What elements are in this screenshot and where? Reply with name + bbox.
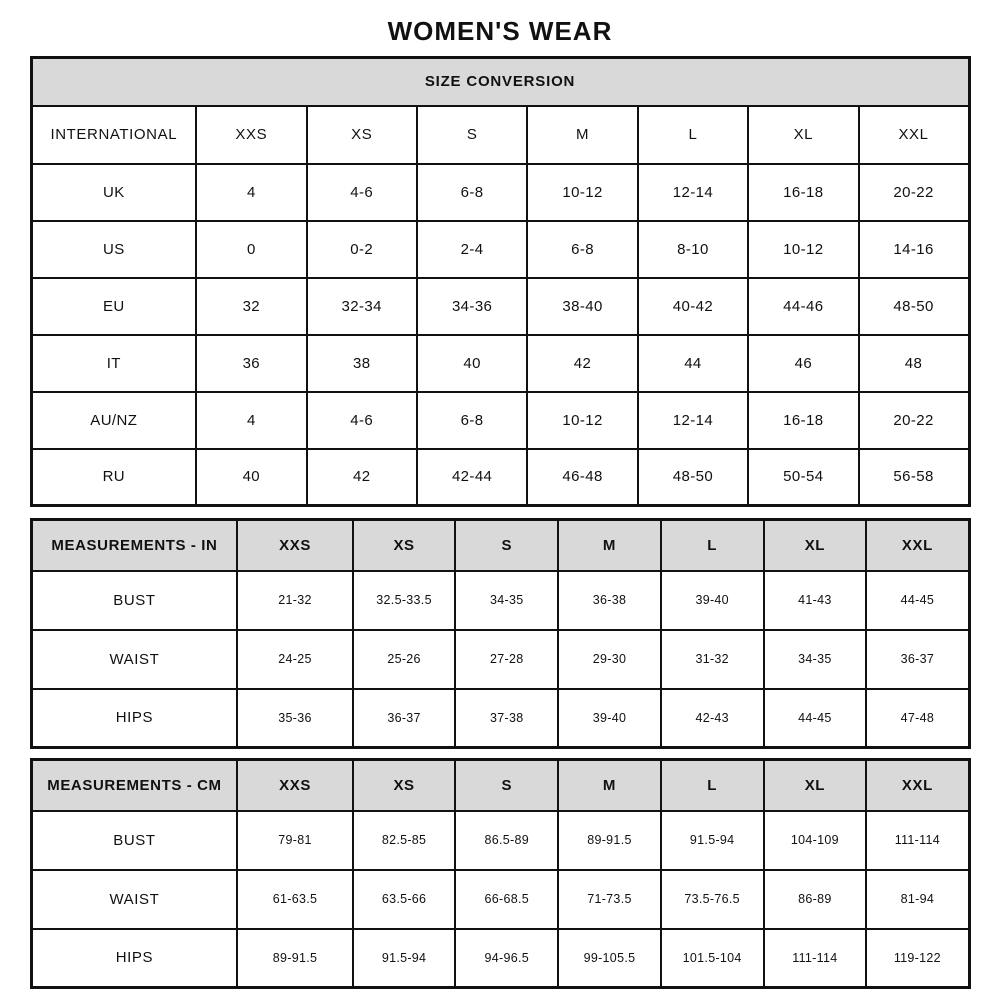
table-header-row: [31, 520, 969, 571]
table-cell: 0-2: [307, 221, 417, 278]
table-row-bust: [31, 811, 969, 870]
column-header: XL: [764, 520, 867, 571]
table-cell: 111-114: [764, 929, 867, 988]
table-row-hips: [31, 689, 969, 748]
table-row-bust: [31, 571, 969, 630]
row-label: BUST: [31, 571, 237, 630]
table-row-hips: [31, 929, 969, 988]
row-label: UK: [31, 164, 196, 221]
table-cell: 38-40: [527, 278, 637, 335]
table-row-waist: [31, 870, 969, 929]
table-cell: 94-96.5: [455, 929, 558, 988]
column-header: S: [455, 760, 558, 811]
table-cell: 111-114: [866, 811, 969, 870]
table-cell: 82.5-85: [353, 811, 456, 870]
row-label: IT: [31, 335, 196, 392]
table-cell: 66-68.5: [455, 870, 558, 929]
table-cell: 81-94: [866, 870, 969, 929]
table-cell: 37-38: [455, 689, 558, 748]
table-cell: 73.5-76.5: [661, 870, 764, 929]
row-label: RU: [31, 449, 196, 506]
table-cell: 42-43: [661, 689, 764, 748]
table-cell: 4: [196, 164, 306, 221]
table-cell: 50-54: [748, 449, 858, 506]
table-cell: 89-91.5: [237, 929, 352, 988]
measurements-cm-title: MEASUREMENTS - CM: [31, 760, 237, 811]
column-header: L: [661, 520, 764, 571]
column-header: XXL: [859, 106, 969, 164]
table-cell: 29-30: [558, 630, 661, 689]
table-cell: 0: [196, 221, 306, 278]
table-cell: 24-25: [237, 630, 352, 689]
measurements-in-section: [0, 507, 1000, 749]
table-cell: 86-89: [764, 870, 867, 929]
table-cell: 4-6: [307, 164, 417, 221]
table-cell: 10-12: [527, 392, 637, 449]
table-cell: 6-8: [417, 164, 527, 221]
column-header: M: [527, 106, 637, 164]
column-header: XL: [748, 106, 858, 164]
table-cell: 47-48: [866, 689, 969, 748]
column-header: INTERNATIONAL: [31, 106, 196, 164]
table-cell: 20-22: [859, 392, 969, 449]
table-cell: 91.5-94: [353, 929, 456, 988]
column-header: XS: [353, 760, 456, 811]
table-cell: 2-4: [417, 221, 527, 278]
table-cell: 86.5-89: [455, 811, 558, 870]
column-header-row: [31, 106, 969, 164]
row-label: BUST: [31, 811, 237, 870]
table-row-waist: [31, 630, 969, 689]
table-cell: 25-26: [353, 630, 456, 689]
column-header: L: [661, 760, 764, 811]
column-header: XL: [764, 760, 867, 811]
table-cell: 10-12: [748, 221, 858, 278]
row-label: WAIST: [31, 870, 237, 929]
row-label: AU/NZ: [31, 392, 196, 449]
table-cell: 39-40: [661, 571, 764, 630]
table-cell: 99-105.5: [558, 929, 661, 988]
table-cell: 44-45: [866, 571, 969, 630]
measurements-cm-section: [0, 749, 1000, 989]
table-cell: 119-122: [866, 929, 969, 988]
column-header: S: [417, 106, 527, 164]
table-cell: 12-14: [638, 392, 748, 449]
table-cell: 34-35: [455, 571, 558, 630]
row-label: WAIST: [31, 630, 237, 689]
table-cell: 14-16: [859, 221, 969, 278]
table-cell: 38: [307, 335, 417, 392]
table-cell: 36-37: [353, 689, 456, 748]
column-header: M: [558, 760, 661, 811]
table-cell: 34-35: [764, 630, 867, 689]
table-cell: 40: [417, 335, 527, 392]
table-cell: 101.5-104: [661, 929, 764, 988]
size-conversion-title: SIZE CONVERSION: [31, 58, 969, 106]
size-conversion-section: [0, 56, 1000, 507]
column-header: XXS: [196, 106, 306, 164]
table-cell: 32.5-33.5: [353, 571, 456, 630]
table-cell: 41-43: [764, 571, 867, 630]
table-cell: 89-91.5: [558, 811, 661, 870]
table-cell: 42: [527, 335, 637, 392]
table-cell: 46-48: [527, 449, 637, 506]
table-cell: 20-22: [859, 164, 969, 221]
table-cell: 36: [196, 335, 306, 392]
table-cell: 35-36: [237, 689, 352, 748]
table-cell: 4-6: [307, 392, 417, 449]
column-header: XXS: [237, 760, 352, 811]
table-cell: 6-8: [417, 392, 527, 449]
table-cell: 32: [196, 278, 306, 335]
column-header: XS: [353, 520, 456, 571]
table-cell: 40: [196, 449, 306, 506]
table-cell: 44: [638, 335, 748, 392]
table-cell: 32-34: [307, 278, 417, 335]
table-cell: 42: [307, 449, 417, 506]
table-cell: 61-63.5: [237, 870, 352, 929]
table-row-aunz: [31, 392, 969, 449]
table-cell: 16-18: [748, 392, 858, 449]
table-cell: 48-50: [638, 449, 748, 506]
table-header-row: [31, 760, 969, 811]
table-cell: 56-58: [859, 449, 969, 506]
row-label: EU: [31, 278, 196, 335]
table-header-row: [31, 58, 969, 106]
table-cell: 44-45: [764, 689, 867, 748]
table-cell: 79-81: [237, 811, 352, 870]
page-title: WOMEN'S WEAR: [387, 16, 613, 46]
table-cell: 48: [859, 335, 969, 392]
table-cell: 21-32: [237, 571, 352, 630]
table-cell: 31-32: [661, 630, 764, 689]
table-cell: 40-42: [638, 278, 748, 335]
table-cell: 34-36: [417, 278, 527, 335]
table-cell: 104-109: [764, 811, 867, 870]
table-row-eu: [31, 278, 969, 335]
table-cell: 12-14: [638, 164, 748, 221]
measurements-in-title: MEASUREMENTS - IN: [31, 520, 237, 571]
table-cell: 6-8: [527, 221, 637, 278]
table-cell: 27-28: [455, 630, 558, 689]
column-header: S: [455, 520, 558, 571]
table-row-it: [31, 335, 969, 392]
table-cell: 44-46: [748, 278, 858, 335]
column-header: XXL: [866, 760, 969, 811]
table-cell: 10-12: [527, 164, 637, 221]
table-cell: 46: [748, 335, 858, 392]
column-header: M: [558, 520, 661, 571]
measurements-cm-table: [30, 758, 971, 989]
table-row-ru: [31, 449, 969, 506]
table-cell: 4: [196, 392, 306, 449]
table-row-us: [31, 221, 969, 278]
column-header: XXL: [866, 520, 969, 571]
table-cell: 63.5-66: [353, 870, 456, 929]
table-cell: 42-44: [417, 449, 527, 506]
row-label: HIPS: [31, 689, 237, 748]
measurements-in-table: [30, 518, 971, 749]
table-cell: 36-38: [558, 571, 661, 630]
column-header: XXS: [237, 520, 352, 571]
size-conversion-table: [30, 56, 971, 507]
table-cell: 36-37: [866, 630, 969, 689]
table-cell: 48-50: [859, 278, 969, 335]
table-row-uk: [31, 164, 969, 221]
table-cell: 39-40: [558, 689, 661, 748]
table-cell: 16-18: [748, 164, 858, 221]
row-label: US: [31, 221, 196, 278]
table-cell: 71-73.5: [558, 870, 661, 929]
column-header: XS: [307, 106, 417, 164]
row-label: HIPS: [31, 929, 237, 988]
table-cell: 91.5-94: [661, 811, 764, 870]
column-header: L: [638, 106, 748, 164]
table-cell: 8-10: [638, 221, 748, 278]
